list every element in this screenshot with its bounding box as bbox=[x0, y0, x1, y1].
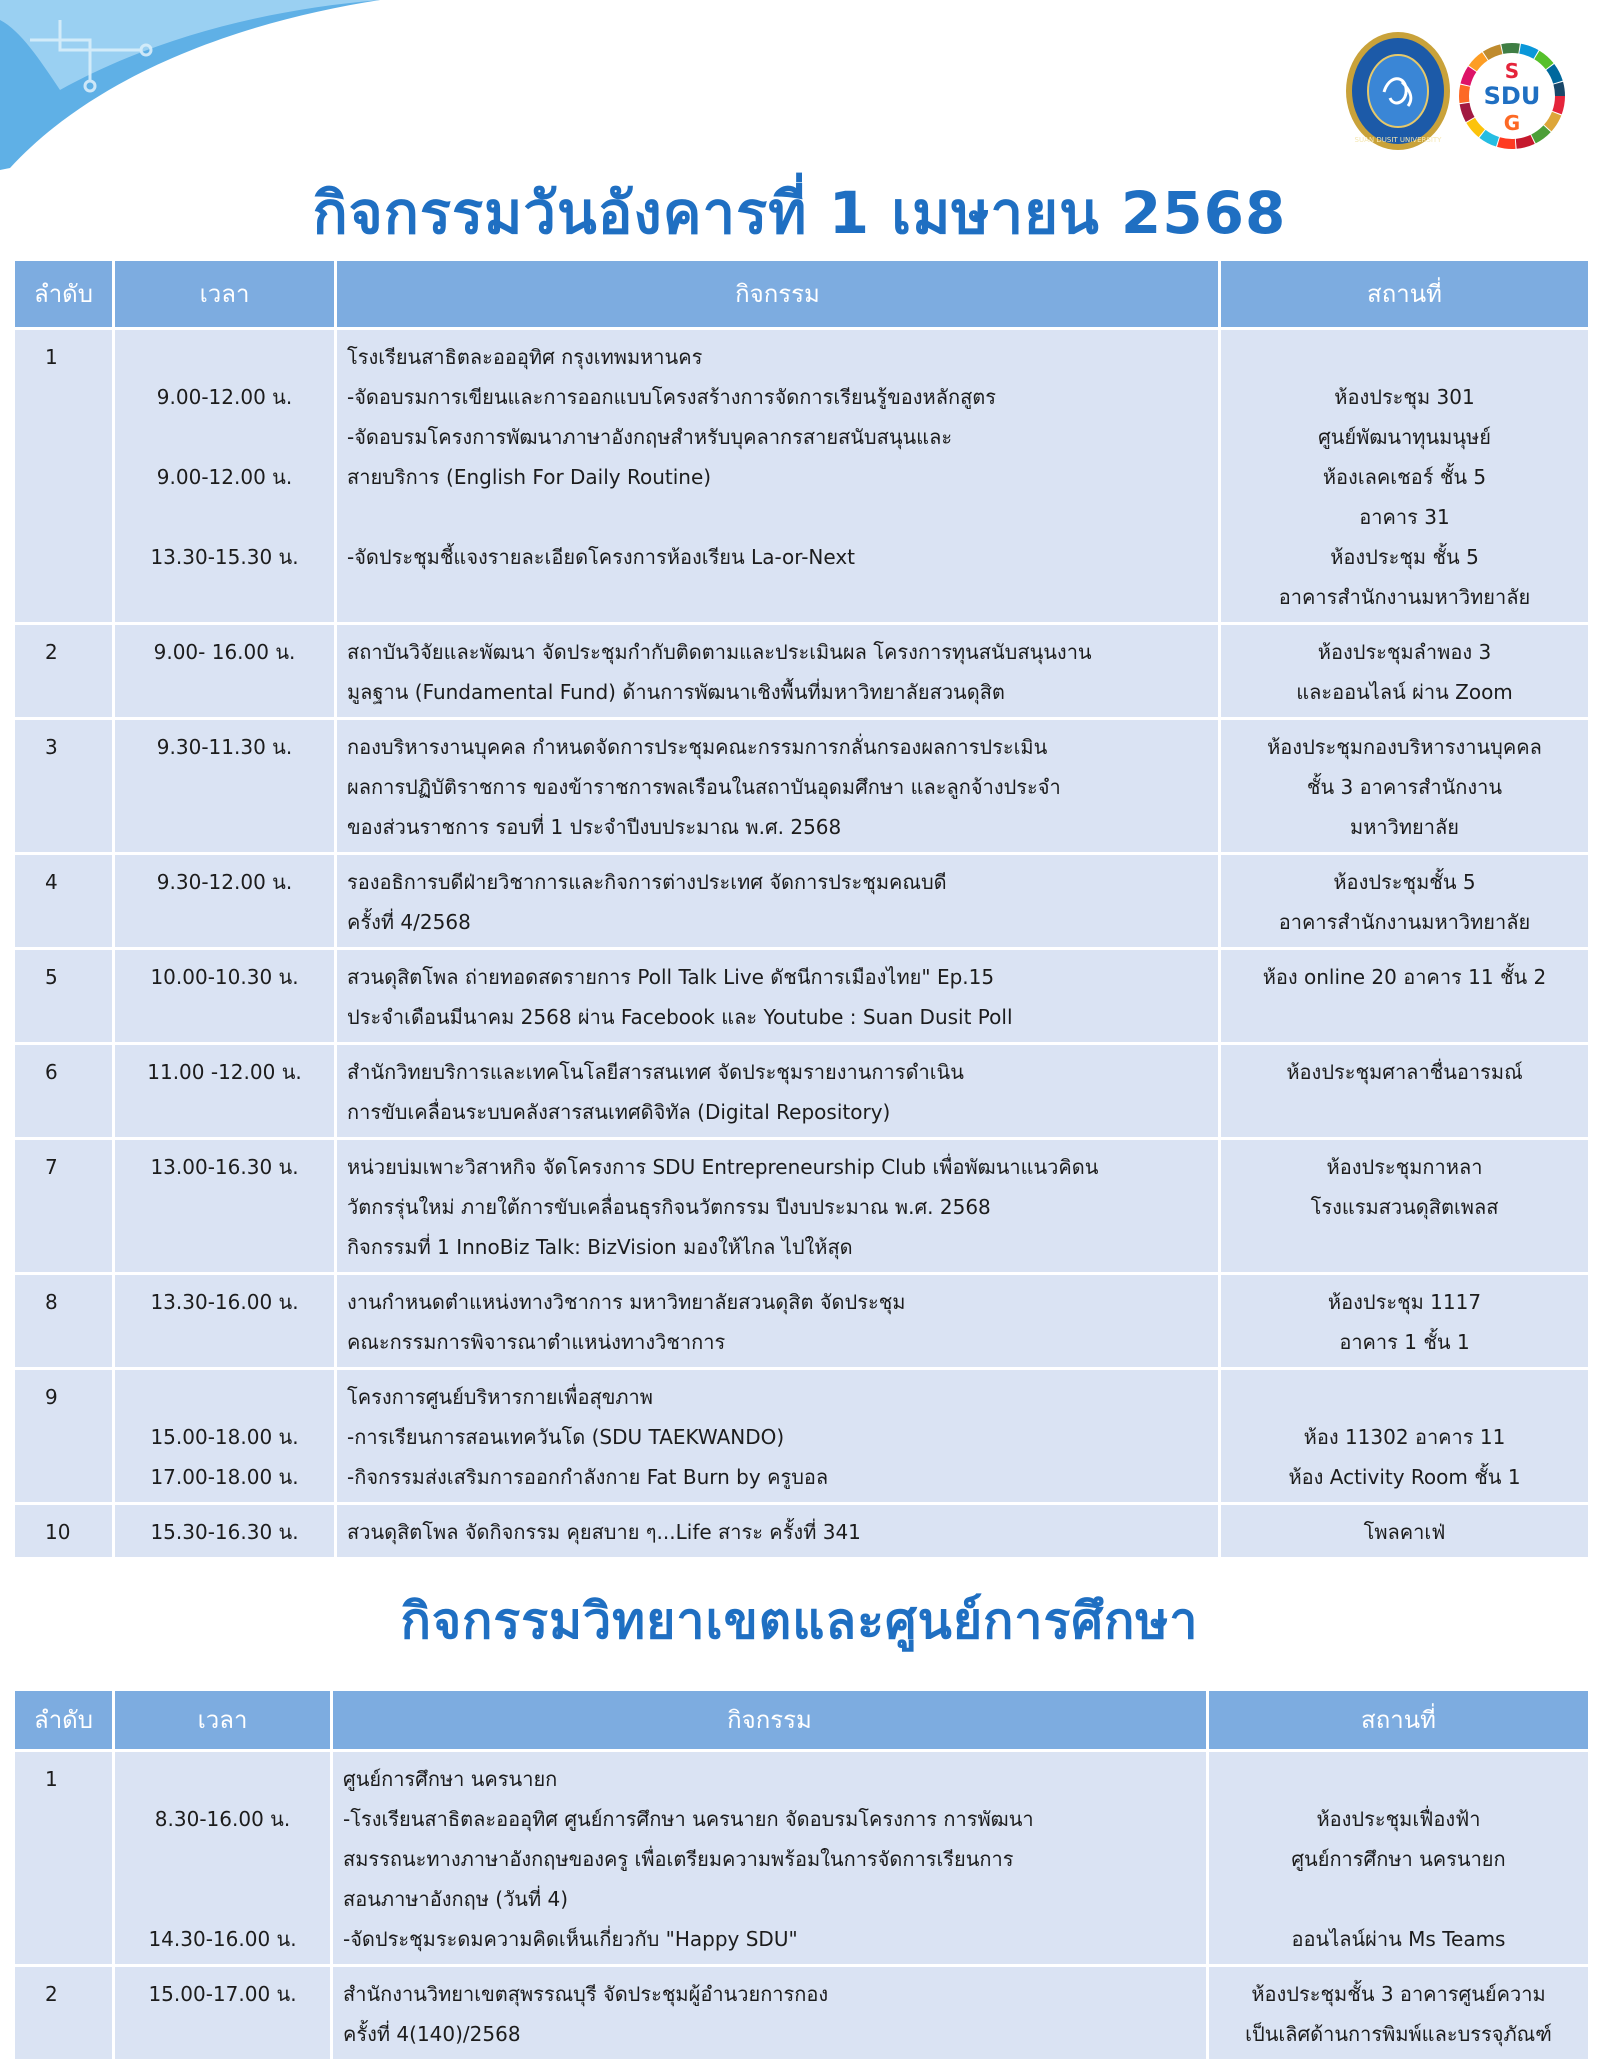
sdg-letter-s: S bbox=[1504, 59, 1520, 83]
row-time: 10.00-10.30 น. bbox=[114, 949, 336, 1044]
place-line: ศูนย์พัฒนาทุนมนุษย์ bbox=[1318, 425, 1491, 449]
activity-line: ของส่วนราชการ รอบที่ 1 ประจำปีงบประมาณ พ.ศ. 2568 bbox=[347, 815, 842, 839]
place-line: ห้อง 11302 อาคาร 11 bbox=[1303, 1425, 1506, 1449]
row-place bbox=[1220, 949, 1590, 1044]
place-line: อาคารสำนักงานมหาวิทยาลัย bbox=[1278, 585, 1531, 609]
row-time: 15.00-17.00 น. bbox=[114, 1966, 332, 2061]
row-number: 2 bbox=[14, 1966, 114, 2061]
row-number: 1 bbox=[14, 329, 114, 624]
activity-line: สมรรถนะทางภาษาอังกฤษของครู เพื่อเตรียมความพร้อมในการจัดการเรียนการ bbox=[343, 1847, 1014, 1871]
row-place bbox=[1220, 1369, 1590, 1504]
activity-line: มูลฐาน (Fundamental Fund) ด้านการพัฒนาเชิงพื้นที่มหาวิทยาลัยสวนดุสิต bbox=[347, 680, 1005, 704]
place-line: ห้องประชุมลำพอง 3 bbox=[1317, 640, 1492, 664]
place-line: เป็นเลิศด้านการพิมพ์และบรรจุภัณฑ์ bbox=[1245, 2022, 1552, 2046]
place-line: ห้องประชุม 301 bbox=[1334, 385, 1475, 409]
row-time bbox=[114, 1369, 336, 1504]
header-no: ลำดับ bbox=[14, 1690, 114, 1751]
row-activity bbox=[332, 1966, 1208, 2061]
time-line: 8.30-16.00 น. bbox=[154, 1807, 291, 1831]
activity-line: -โรงเรียนสาธิตละอออุทิศ ศูนย์การศึกษา นครนายก จัดอบรมโครงการ การพัฒนา bbox=[343, 1807, 1034, 1831]
activity-line: ศูนย์การศึกษา นครนายก bbox=[343, 1767, 558, 1791]
table-row bbox=[14, 719, 1590, 854]
row-number: 4 bbox=[14, 854, 114, 949]
header-time: เวลา bbox=[114, 260, 336, 329]
row-time: 11.00 -12.00 น. bbox=[114, 1044, 336, 1139]
activity-line: -จัดอบรมโครงการพัฒนาภาษาอังกฤษสำหรับบุคลากรสายสนับสนุนและ bbox=[347, 425, 953, 449]
row-time: 13.30-16.00 น. bbox=[114, 1274, 336, 1369]
place-line: ห้องประชุม 1117 bbox=[1327, 1290, 1482, 1314]
header-time: เวลา bbox=[114, 1690, 332, 1751]
row-time: 9.30-12.00 น. bbox=[114, 854, 336, 949]
corner-wave-decoration bbox=[0, 0, 400, 170]
place-line: อาคาร 31 bbox=[1359, 505, 1450, 529]
time-line: 14.30-16.00 น. bbox=[148, 1927, 297, 1951]
activity-line: -จัดประชุมชี้แจงรายละเอียดโครงการห้องเรียน La-or-Next bbox=[347, 545, 856, 569]
page-title: กิจกรรมวันอังคารที่ 1 เมษายน 2568 bbox=[312, 179, 1287, 247]
campus-schedule-table bbox=[12, 1688, 1591, 2062]
activity-line: สำนักงานวิทยาเขตสุพรรณบุรี จัดประชุมผู้อำนวยการกอง bbox=[343, 1982, 829, 2006]
table-row bbox=[14, 1274, 1590, 1369]
activity-line: รองอธิการบดีฝ่ายวิชาการและกิจการต่างประเทศ จัดการประชุมคณบดี bbox=[347, 870, 947, 894]
main-schedule-table bbox=[12, 258, 1591, 1560]
place-line: โพลคาเฟ่ bbox=[1363, 1520, 1446, 1544]
place-line: ห้องประชุมกองบริหารงานบุคคล bbox=[1267, 735, 1542, 759]
activity-line: สวนดุสิตโพล ถ่ายทอดสดรายการ Poll Talk Live ดัชนีการเมืองไทย" Ep.15 bbox=[347, 965, 995, 989]
time-line: 15.00-18.00 น. bbox=[150, 1425, 299, 1449]
table-header-row bbox=[14, 1690, 1590, 1751]
table-header-row bbox=[14, 260, 1590, 329]
row-time: 15.30-16.30 น. bbox=[114, 1504, 336, 1559]
table-row bbox=[14, 854, 1590, 949]
activity-line: -กิจกรรมส่งเสริมการออกกำลังกาย Fat Burn by ครูบอล bbox=[347, 1465, 829, 1489]
row-activity bbox=[336, 1504, 1220, 1559]
row-activity bbox=[332, 1751, 1208, 1966]
activity-line: ครั้งที่ 4(140)/2568 bbox=[343, 2022, 521, 2046]
activity-line: สถาบันวิจัยและพัฒนา จัดประชุมกำกับติดตามและประเมินผล โครงการทุนสนับสนุนงาน bbox=[347, 640, 1092, 664]
activity-line: การขับเคลื่อนระบบคลังสารสนเทศดิจิทัล (Digital Repository) bbox=[347, 1100, 891, 1124]
place-line: อาคารสำนักงานมหาวิทยาลัย bbox=[1278, 910, 1531, 934]
row-number: 8 bbox=[14, 1274, 114, 1369]
section-title: กิจกรรมวิทยาเขตและศูนย์การศึกษา bbox=[400, 1592, 1199, 1650]
place-line: ห้องประชุมเฟื่องฟ้า bbox=[1316, 1807, 1481, 1831]
place-line: อาคาร 1 ชั้น 1 bbox=[1339, 1330, 1470, 1354]
row-number: 1 bbox=[14, 1751, 114, 1966]
table-row bbox=[14, 1966, 1590, 2061]
place-line: ห้อง Activity Room ชั้น 1 bbox=[1288, 1465, 1521, 1489]
university-seal-text: SUAN DUSIT UNIVERSITY bbox=[1354, 136, 1442, 144]
university-seal-logo bbox=[1344, 30, 1452, 152]
row-activity bbox=[336, 329, 1220, 624]
activity-line: -จัดประชุมระดมความคิดเห็นเกี่ยวกับ "Happy SDU" bbox=[343, 1927, 798, 1951]
row-activity bbox=[336, 624, 1220, 719]
table-row bbox=[14, 1504, 1590, 1559]
place-line: มหาวิทยาลัย bbox=[1350, 815, 1459, 839]
activity-line: โครงการศูนย์บริหารกายเพื่อสุขภาพ bbox=[347, 1385, 653, 1409]
row-place bbox=[1220, 1139, 1590, 1274]
row-number: 5 bbox=[14, 949, 114, 1044]
row-activity bbox=[336, 1369, 1220, 1504]
row-number: 7 bbox=[14, 1139, 114, 1274]
place-line: ห้อง online 20 อาคาร 11 ชั้น 2 bbox=[1262, 965, 1547, 989]
sdg-sdu-logo bbox=[1456, 40, 1568, 152]
place-line: โรงแรมสวนดุสิตเพลส bbox=[1310, 1195, 1499, 1219]
row-number: 3 bbox=[14, 719, 114, 854]
row-place bbox=[1220, 1044, 1590, 1139]
activity-line: สวนดุสิตโพล จัดกิจกรรม คุยสบาย ๆ...Life สาระ ครั้งที่ 341 bbox=[347, 1520, 861, 1544]
row-place bbox=[1220, 1274, 1590, 1369]
row-activity bbox=[336, 1139, 1220, 1274]
row-place bbox=[1220, 854, 1590, 949]
activity-line: หน่วยบ่มเพาะวิสาหกิจ จัดโครงการ SDU Entrepreneurship Club เพื่อพัฒนาแนวคิดน bbox=[347, 1155, 1099, 1179]
row-time: 13.00-16.30 น. bbox=[114, 1139, 336, 1274]
place-line: ห้องเลคเชอร์ ชั้น 5 bbox=[1322, 465, 1487, 489]
row-place bbox=[1220, 719, 1590, 854]
row-place bbox=[1208, 1966, 1590, 2061]
table-row bbox=[14, 1044, 1590, 1139]
row-time: 9.30-11.30 น. bbox=[114, 719, 336, 854]
header-activity: กิจกรรม bbox=[332, 1690, 1208, 1751]
table-row bbox=[14, 949, 1590, 1044]
place-line: ห้องประชุมชั้น 3 อาคารศูนย์ความ bbox=[1251, 1982, 1546, 2006]
header-no: ลำดับ bbox=[14, 260, 114, 329]
row-place bbox=[1220, 329, 1590, 624]
table-row bbox=[14, 329, 1590, 624]
table-row bbox=[14, 1369, 1590, 1504]
row-place bbox=[1220, 624, 1590, 719]
header-place: สถานที่ bbox=[1220, 260, 1590, 329]
row-activity bbox=[336, 719, 1220, 854]
place-line: และออนไลน์ ผ่าน Zoom bbox=[1296, 680, 1513, 704]
table-row bbox=[14, 1139, 1590, 1274]
header-activity: กิจกรรม bbox=[336, 260, 1220, 329]
place-line: ห้องประชุมชั้น 5 bbox=[1333, 870, 1476, 894]
header-place: สถานที่ bbox=[1208, 1690, 1590, 1751]
place-line: ห้องประชุมกาหลา bbox=[1326, 1155, 1483, 1179]
row-activity bbox=[336, 1044, 1220, 1139]
activity-line: ประจำเดือนมีนาคม 2568 ผ่าน Facebook และ Youtube : Suan Dusit Poll bbox=[347, 1005, 1013, 1029]
time-line: 13.30-15.30 น. bbox=[150, 545, 299, 569]
activity-line: -จัดอบรมการเขียนและการออกแบบโครงสร้างการจัดการเรียนรู้ของหลักสูตร bbox=[347, 385, 997, 409]
row-time bbox=[114, 329, 336, 624]
row-number: 6 bbox=[14, 1044, 114, 1139]
row-number: 2 bbox=[14, 624, 114, 719]
row-place bbox=[1220, 1504, 1590, 1559]
place-line: ออนไลน์ผ่าน Ms Teams bbox=[1291, 1927, 1506, 1951]
row-activity bbox=[336, 854, 1220, 949]
activity-line: สายบริการ (English For Daily Routine) bbox=[347, 465, 712, 489]
row-number: 10 bbox=[14, 1504, 114, 1559]
row-time: 9.00- 16.00 น. bbox=[114, 624, 336, 719]
activity-line: งานกำหนดตำแหน่งทางวิชาการ มหาวิทยาลัยสวนดุสิต จัดประชุม bbox=[347, 1290, 906, 1314]
activity-line: วัตกรรุ่นใหม่ ภายใต้การขับเคลื่อนธุรกิจนวัตกรรม ปีงบประมาณ พ.ศ. 2568 bbox=[347, 1195, 991, 1219]
activity-line: -การเรียนการสอนเทควันโด (SDU TAEKWANDO) bbox=[347, 1425, 785, 1449]
activity-line: ครั้งที่ 4/2568 bbox=[347, 910, 471, 934]
row-number: 9 bbox=[14, 1369, 114, 1504]
row-activity bbox=[336, 1274, 1220, 1369]
activity-line: ผลการปฏิบัติราชการ ของข้าราชการพลเรือนในสถาบันอุดมศึกษา และลูกจ้างประจำ bbox=[347, 775, 1061, 799]
place-line: ศูนย์การศึกษา นครนายก bbox=[1291, 1847, 1506, 1871]
activity-line: กิจกรรมที่ 1 InnoBiz Talk: BizVision มองให้ไกล ไปให้สุด bbox=[347, 1235, 853, 1259]
time-line: 9.00-12.00 น. bbox=[156, 385, 293, 409]
table-row bbox=[14, 1751, 1590, 1966]
place-line: ชั้น 3 อาคารสำนักงาน bbox=[1306, 775, 1503, 799]
sdg-letter-sdu: SDU bbox=[1483, 82, 1541, 110]
activity-line: สำนักวิทยบริการและเทคโนโลยีสารสนเทศ จัดประชุมรายงานการดำเนิน bbox=[347, 1060, 964, 1084]
place-line: ห้องประชุมศาลาชื่นอารมณ์ bbox=[1286, 1060, 1523, 1084]
time-line: 17.00-18.00 น. bbox=[150, 1465, 299, 1489]
activity-line: คณะกรรมการพิจารณาตำแหน่งทางวิชาการ bbox=[347, 1330, 726, 1354]
time-line: 9.00-12.00 น. bbox=[156, 465, 293, 489]
row-time bbox=[114, 1751, 332, 1966]
activity-line: กองบริหารงานบุคคล กำหนดจัดการประชุมคณะกรรมการกลั่นกรองผลการประเมิน bbox=[347, 735, 1048, 759]
table-row bbox=[14, 624, 1590, 719]
sdg-letter-g: G bbox=[1503, 111, 1521, 135]
activity-line: โรงเรียนสาธิตละอออุทิศ กรุงเทพมหานคร bbox=[347, 345, 703, 369]
activity-line: สอนภาษาอังกฤษ (วันที่ 4) bbox=[343, 1887, 569, 1911]
row-place bbox=[1208, 1751, 1590, 1966]
place-line: ห้องประชุม ชั้น 5 bbox=[1330, 545, 1479, 569]
row-activity bbox=[336, 949, 1220, 1044]
